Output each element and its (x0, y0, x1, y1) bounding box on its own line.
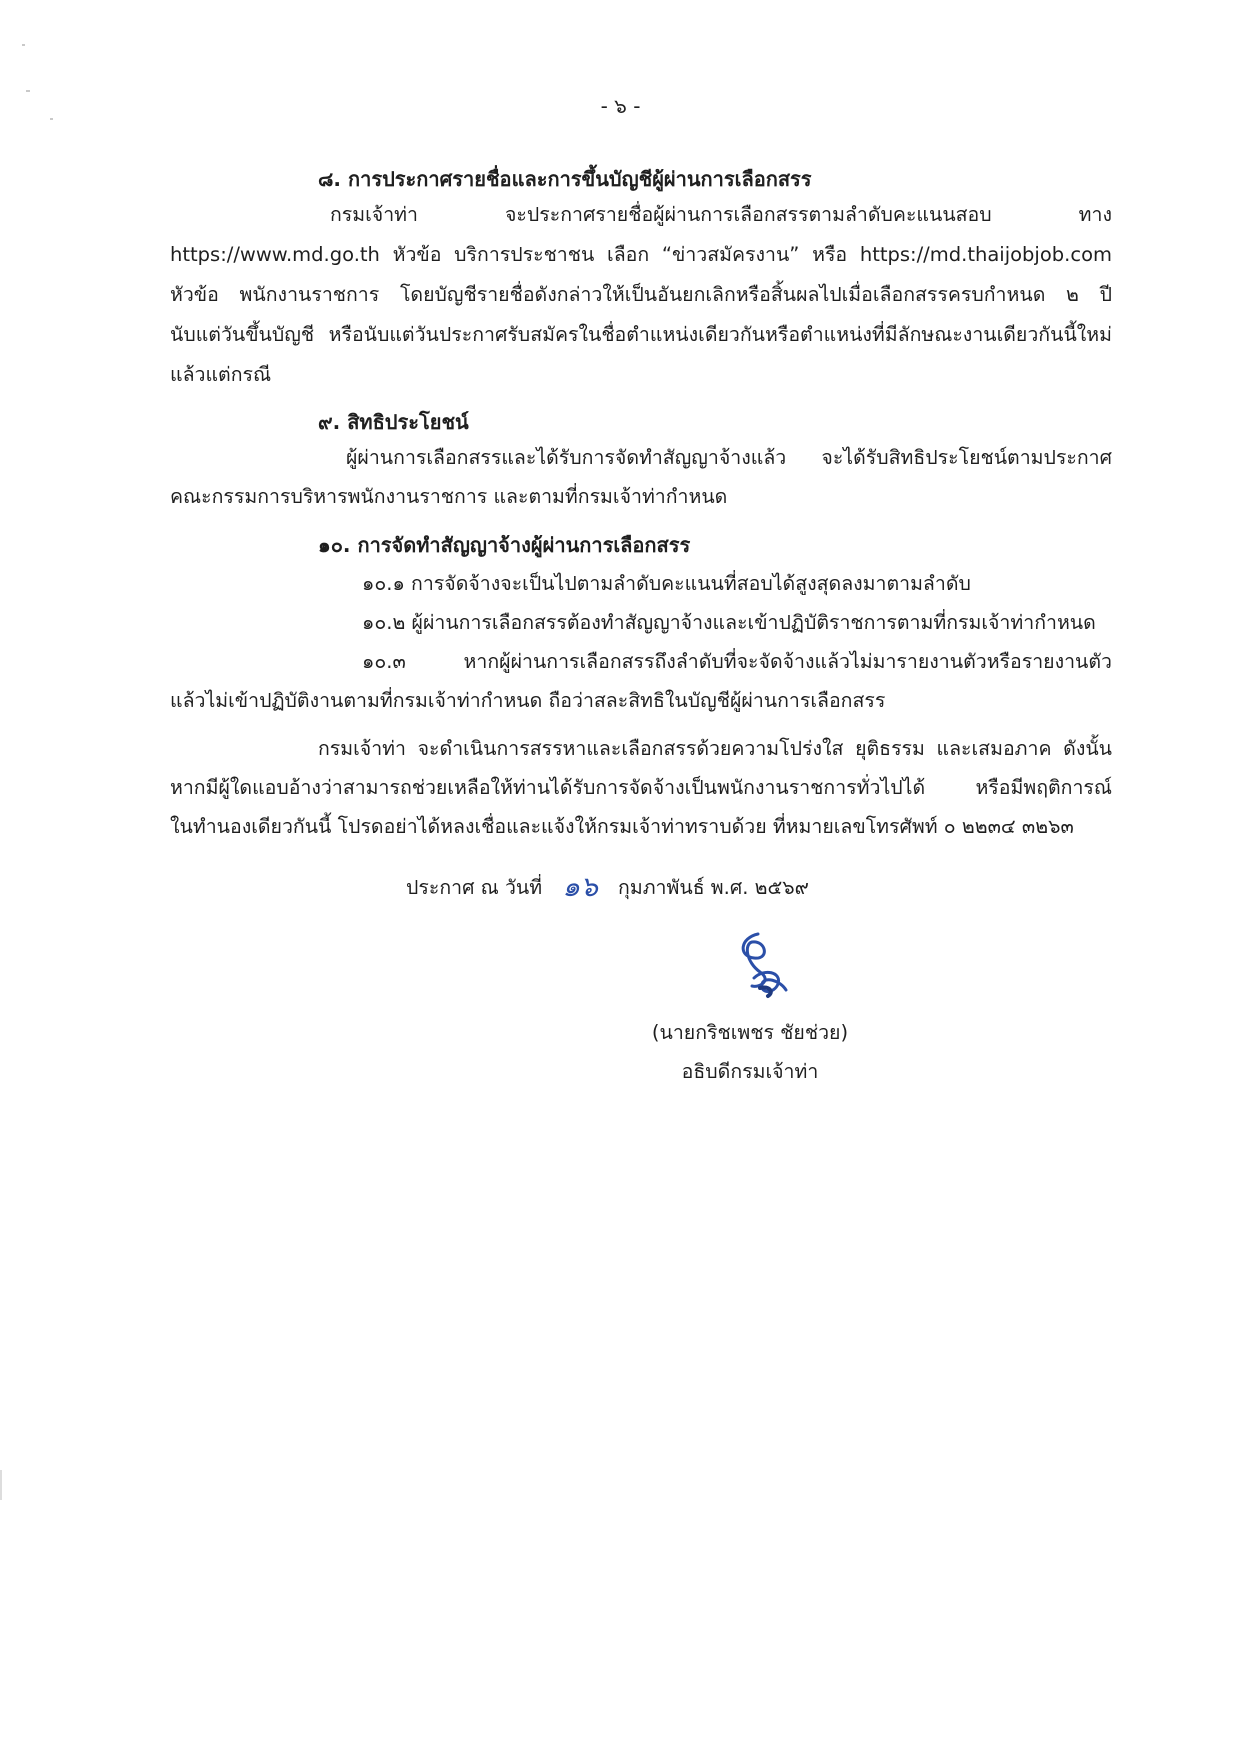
section9-heading: ๙. สิทธิประโยชน์ (318, 410, 469, 434)
section9-line-2: คณะกรรมการบริหารพนักงานราชการ และตามที่กรมเจ้าท่ากำหนด (170, 485, 728, 508)
section10-heading: ๑๐. การจัดทำสัญญาจ้างผู้ผ่านการเลือกสรร (318, 533, 691, 557)
section8-line-4: นับแต่วันขึ้นบัญชี หรือนับแต่วันประกาศรับสมัครในชื่อตำแหน่งเดียวกันหรือตำแหน่งที่มีลักษณะงานเดียวกันนี้ใหม่ (170, 323, 1112, 346)
date-day-handwritten: ๑๖ (562, 870, 598, 903)
section10-item-2: ๑๐.๒ ผู้ผ่านการเลือกสรรต้องทำสัญญาจ้างและเข้าปฏิบัติราชการตามที่กรมเจ้าท่ากำหนด (362, 611, 1096, 634)
signature-image (730, 928, 800, 1008)
section10-item-3: ๑๐.๓ หากผู้ผ่านการเลือกสรรถึงลำดับที่จะจัดจ้างแล้วไม่มารายงานตัวหรือรายงานตัว (362, 650, 1112, 673)
section10-item-1: ๑๐.๑ การจัดจ้างจะเป็นไปตามลำดับคะแนนที่สอบได้สูงสุดลงมาตามลำดับ (362, 572, 971, 595)
section8-line-5: แล้วแต่กรณี (170, 363, 272, 386)
signatory-title: อธิบดีกรมเจ้าท่า (681, 1060, 819, 1083)
scan-mark (0, 1470, 2, 1500)
date-suffix: กุมภาพันธ์ พ.ศ. ๒๕๖๙ (618, 876, 809, 899)
date-prefix: ประกาศ ณ วันที่ (406, 876, 543, 899)
closing-line-2: หากมีผู้ใดแอบอ้างว่าสามารถช่วยเหลือให้ท่านได้รับการจัดจ้างเป็นพนักงานราชการทั่วไปได้ หรือมีพฤติการณ์ (170, 776, 1112, 799)
closing-line-3: ในทำนองเดียวกันนี้ โปรดอย่าได้หลงเชื่อและแจ้งให้กรมเจ้าท่าทราบด้วย ที่หมายเลขโทรศัพท์ ๐ ๒๒๓๔ ๓๒๖๓ (170, 815, 1074, 838)
section8-line-1: กรมเจ้าท่า จะประกาศรายชื่อผู้ผ่านการเลือกสรรตามลำดับคะแนนสอบ ทาง (330, 203, 1112, 226)
announcement-date (406, 872, 809, 903)
closing-line-1: กรมเจ้าท่า จะดำเนินการสรรหาและเลือกสรรด้วยความโปร่งใส ยุติธรรม และเสมอภาค ดังนั้น (318, 737, 1112, 760)
section8-line-2: https://www.md.go.th หัวข้อ บริการประชาชน เลือก “ข่าวสมัครงาน” หรือ https://md.thaijobjob.com (170, 243, 1112, 266)
section8-heading: ๘. การประกาศรายชื่อและการขึ้นบัญชีผู้ผ่านการเลือกสรร (318, 167, 812, 191)
section9-line-1: ผู้ผ่านการเลือกสรรและได้รับการจัดทำสัญญาจ้างแล้ว จะได้รับสิทธิประโยชน์ตามประกาศ (346, 446, 1112, 469)
page-number: - ๖ - (600, 94, 641, 118)
scan-mark (22, 44, 25, 46)
section10-item-3-cont: แล้วไม่เข้าปฏิบัติงานตามที่กรมเจ้าท่ากำหนด ถือว่าสละสิทธิในบัญชีผู้ผ่านการเลือกสรร (170, 689, 886, 712)
section8-line-3: หัวข้อ พนักงานราชการ โดยบัญชีรายชื่อดังกล่าวให้เป็นอันยกเลิกหรือสิ้นผลไปเมื่อเลือกสรรครบกำหนด ๒ ปี (170, 283, 1112, 306)
signatory-name: (นายกริชเพชร ชัยช่วย) (651, 1021, 849, 1044)
